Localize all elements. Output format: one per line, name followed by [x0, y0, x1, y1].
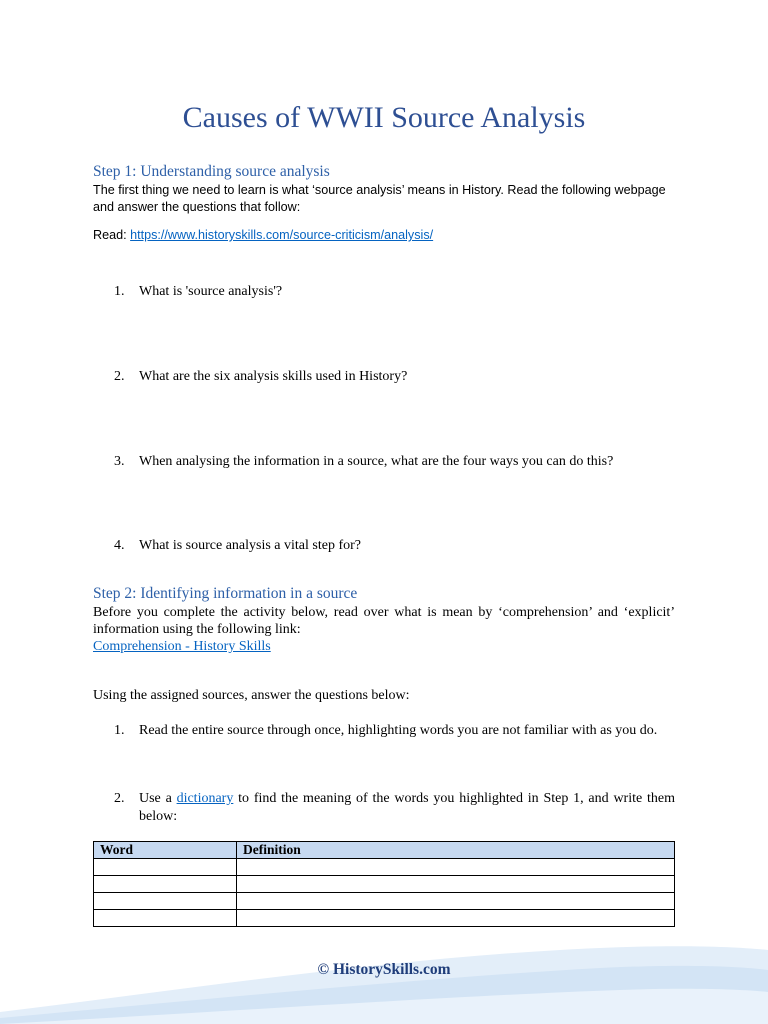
question-text-post: to find the meaning of the words you highlighted in Step 1, and write them below: — [139, 791, 675, 824]
table-header-row — [94, 842, 675, 859]
table-row — [94, 859, 675, 876]
step2-instruction: Using the assigned sources, answer the questions below: — [93, 688, 410, 703]
question-number: 2. — [114, 791, 125, 806]
step1-question-4 — [114, 537, 675, 555]
definition-cell[interactable] — [237, 893, 675, 910]
question-text — [139, 790, 675, 825]
step2-intro: Before you complete the activity below, read over what is mean by ‘comprehension’ and ‘explicit’ information using the following link: — [93, 605, 675, 637]
question-number: 1. — [114, 284, 125, 299]
question-number: 3. — [114, 454, 125, 469]
question-text: What is 'source analysis'? — [139, 284, 283, 299]
comprehension-link-line — [93, 638, 675, 655]
column-header-definition: Definition — [237, 842, 675, 859]
table-row — [94, 893, 675, 910]
table-row — [94, 876, 675, 893]
step2-question-1 — [114, 722, 675, 740]
word-cell[interactable] — [94, 893, 237, 910]
question-number: 4. — [114, 538, 125, 553]
definition-cell[interactable] — [237, 859, 675, 876]
question-number: 1. — [114, 723, 125, 738]
step1-heading: Step 1: Understanding source analysis — [93, 163, 330, 180]
step1-intro: The first thing we need to learn is what ‘source analysis’ means in History. Read the following webpage and answer the questions that follow: — [93, 183, 666, 214]
step2-heading: Step 2: Identifying information in a source — [93, 585, 358, 602]
step1-question-2 — [114, 368, 675, 386]
word-cell[interactable] — [94, 859, 237, 876]
copyright-footer: © HistorySkills.com — [317, 961, 451, 978]
read-label: Read: — [93, 228, 131, 242]
dictionary-link[interactable]: dictionary — [176, 791, 234, 806]
question-number: 2. — [114, 369, 125, 384]
step2-question-2 — [114, 790, 675, 825]
question-text: When analysing the information in a source, what are the four ways you can do this? — [139, 454, 614, 469]
step1-question-3 — [114, 453, 675, 471]
analysis-page-link[interactable]: https://www.historyskills.com/source-criticism/analysis/ — [130, 228, 434, 242]
question-text: What is source analysis a vital step for? — [139, 538, 361, 553]
step1-question-1 — [114, 283, 675, 301]
question-text-pre: Use a — [139, 791, 177, 806]
page-title: Causes of WWII Source Analysis — [182, 101, 586, 134]
definition-cell[interactable] — [237, 876, 675, 893]
column-header-word: Word — [94, 842, 237, 859]
comprehension-link[interactable]: Comprehension - History Skills — [93, 639, 271, 654]
question-text: What are the six analysis skills used in History? — [139, 369, 408, 384]
question-text: Read the entire source through once, highlighting words you are not familiar with as you do. — [139, 723, 658, 738]
read-line — [93, 227, 675, 244]
word-definition-table — [93, 841, 675, 927]
word-cell[interactable] — [94, 876, 237, 893]
